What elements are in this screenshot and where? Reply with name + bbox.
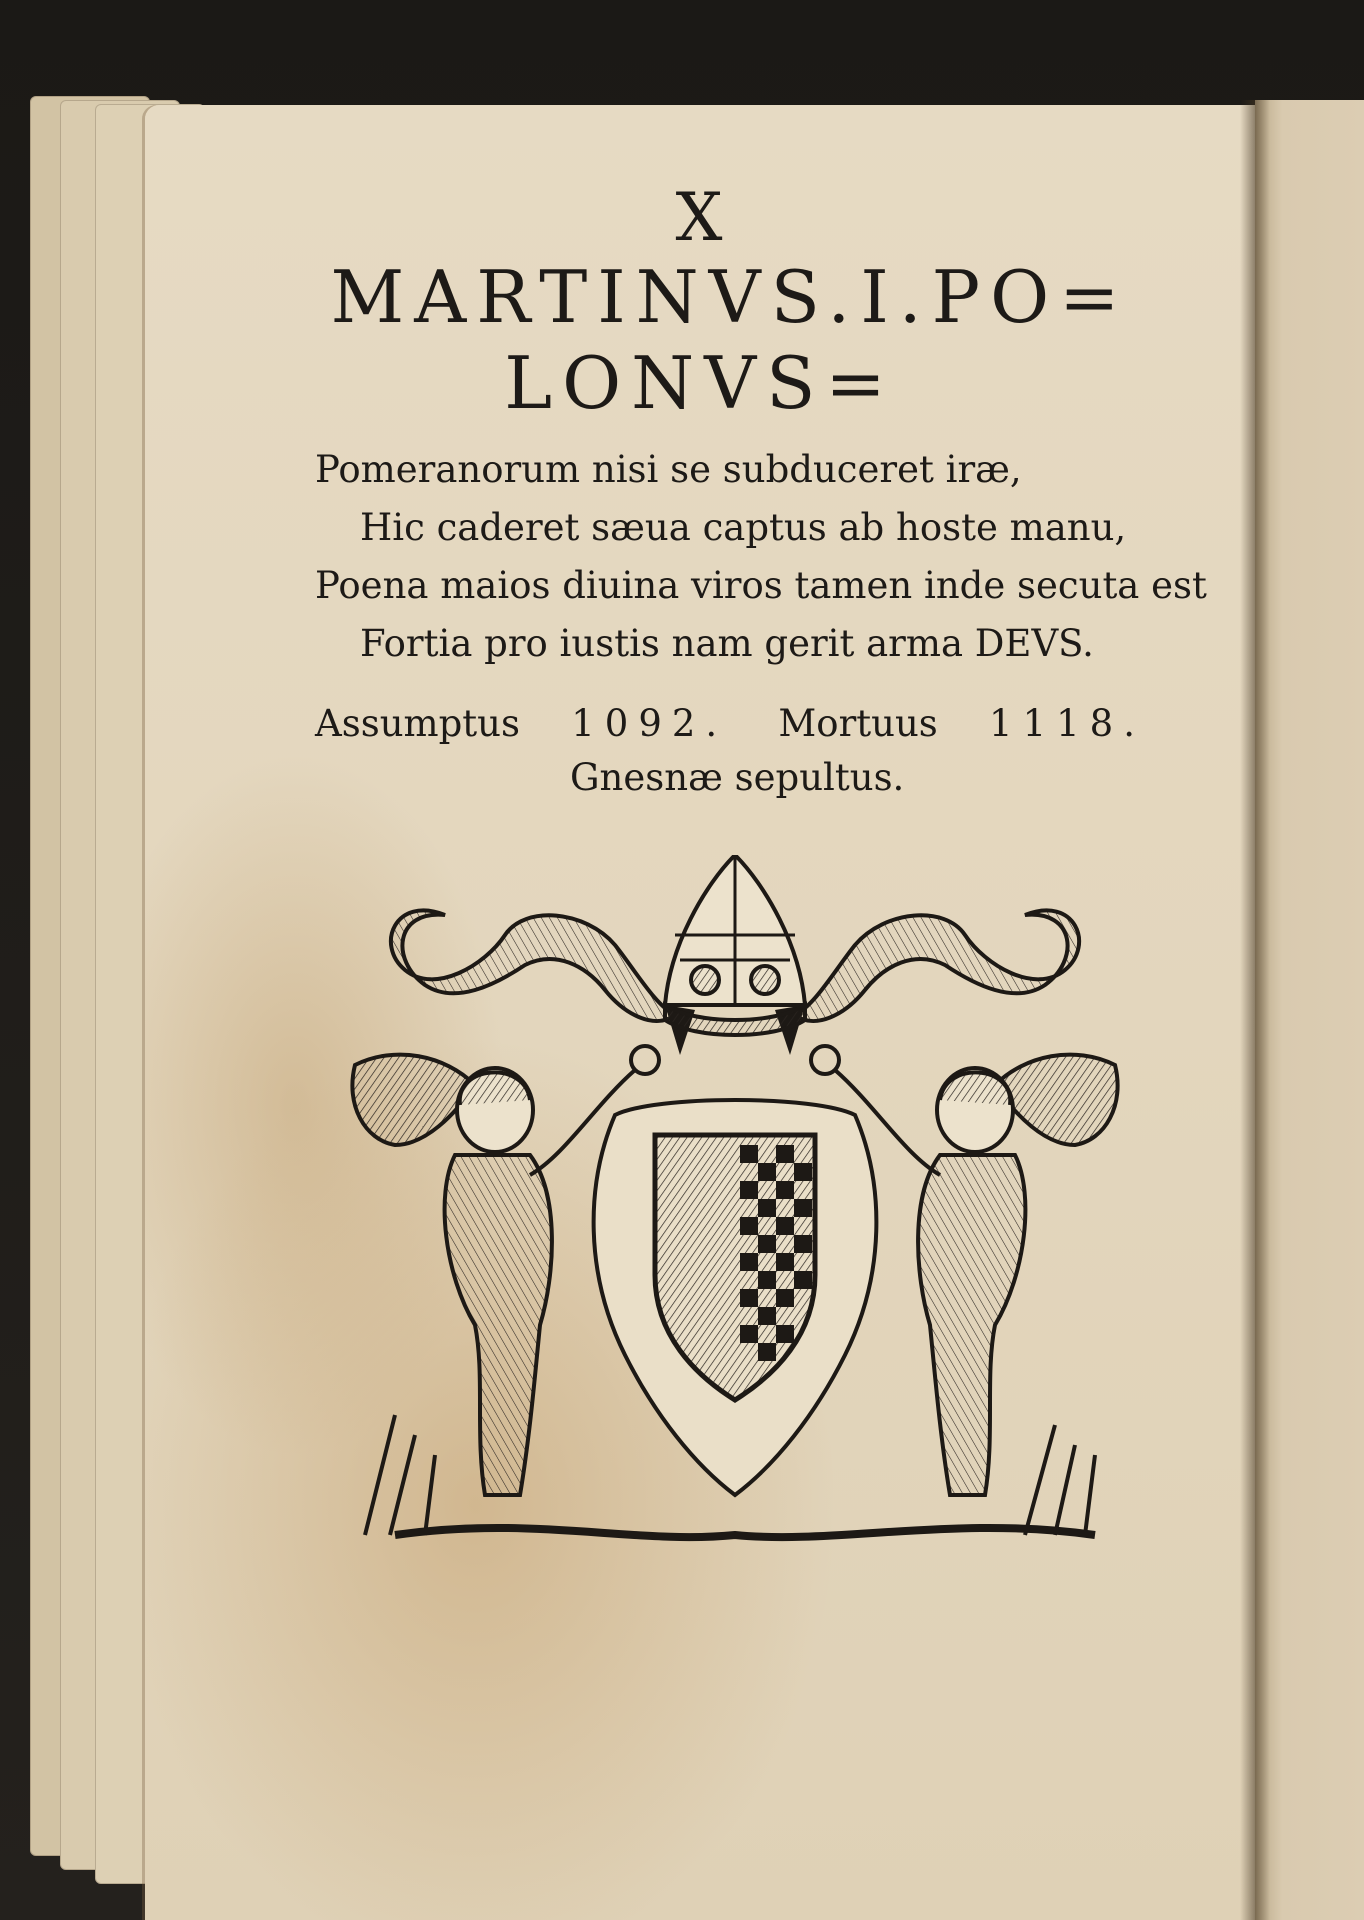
facing-page [1255,100,1364,1920]
burial-line: Gnesnæ sepultus. [570,756,905,799]
coat-of-arms-woodcut [335,855,1135,1695]
book-page [145,105,1255,1920]
title-line-2: LONVS= [504,341,896,425]
right-ribbon [795,910,1079,1021]
mortuus-label: Mortuus [778,702,938,745]
epitaph-line-3: Poena maios diuina viros tamen inde secuta est [315,564,1207,607]
left-ribbon [391,910,675,1021]
title-line-1: MARTINVS.I.PO= [330,255,1130,339]
assumptus-label: Assumptus [315,702,520,745]
chapter-number: X [675,179,725,256]
epitaph-line-1: Pomeranorum nisi se subduceret iræ, [315,448,1022,491]
dates-line [315,699,1145,749]
mitre [665,855,805,1035]
epitaph-line-4: Fortia pro iustis nam gerit arma DEVS. [360,622,1094,665]
epitaph-line-2: Hic caderet sæua captus ab hoste manu, [360,506,1127,549]
assumptus-year: 1092. [571,702,728,745]
mortuus-year: 1118. [989,702,1145,745]
gutter-shadow [1240,100,1270,1920]
